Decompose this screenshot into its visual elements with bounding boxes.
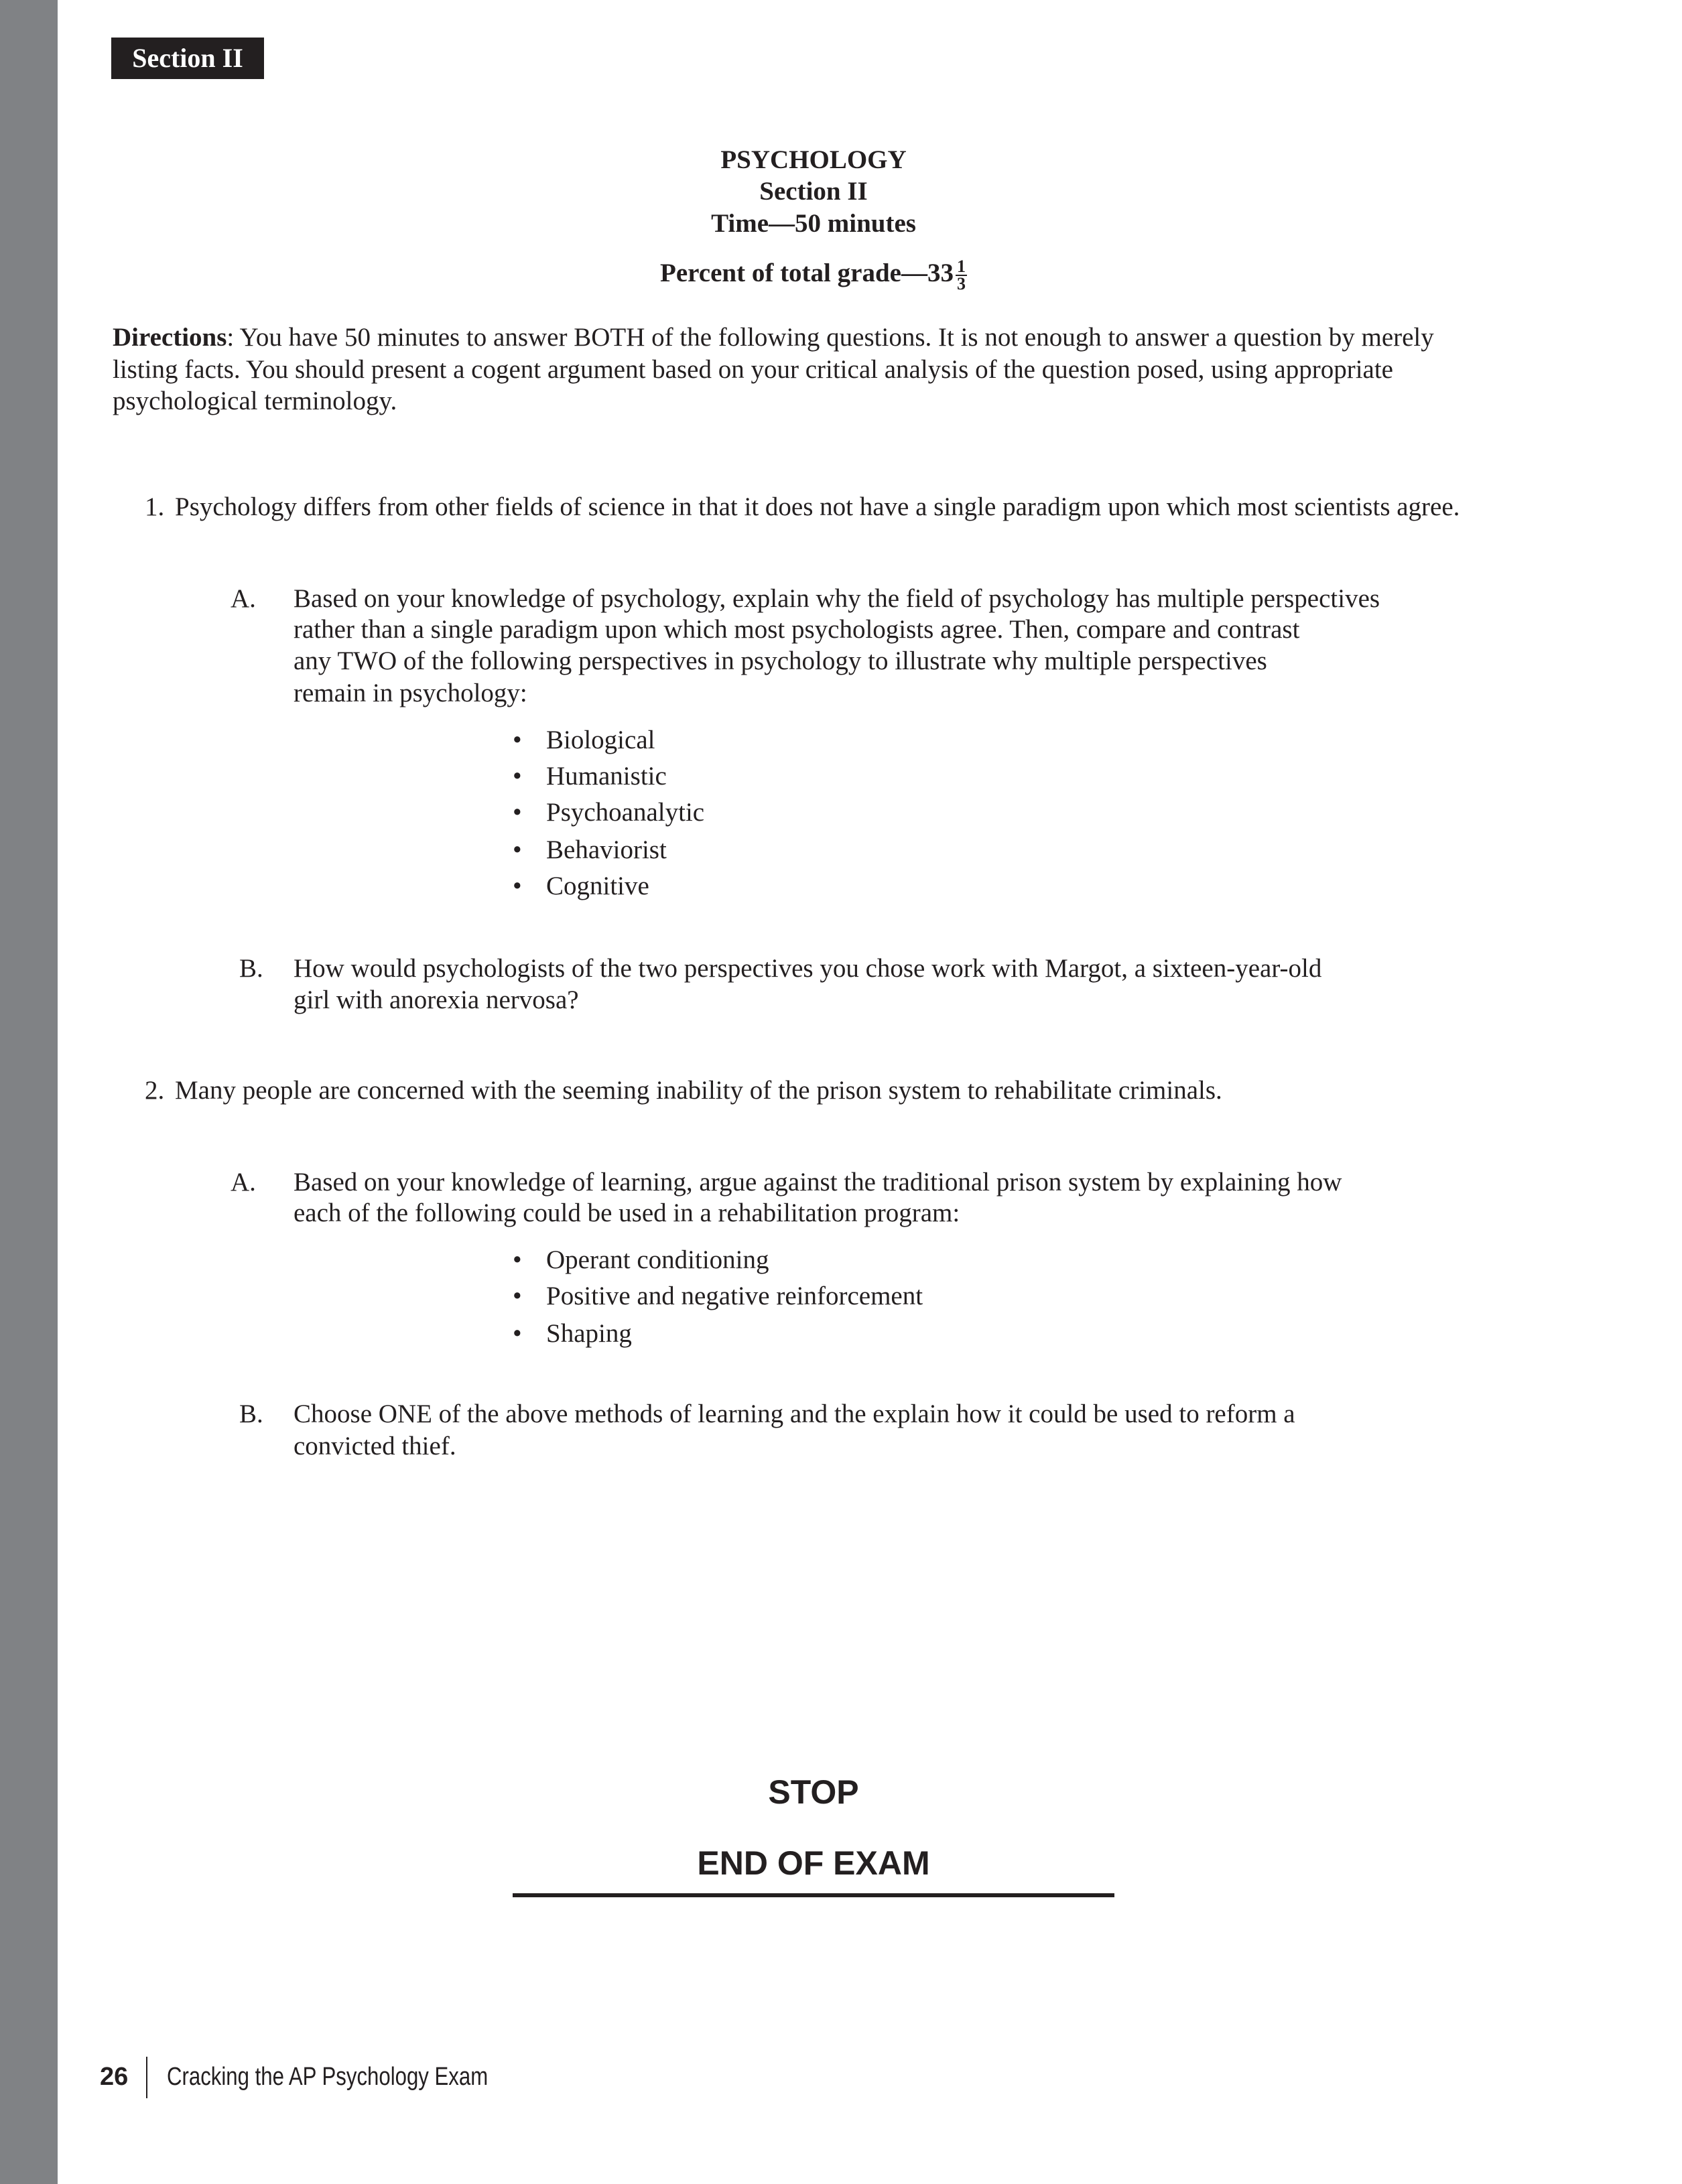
- footer-divider: [146, 2057, 147, 2098]
- fraction-numerator: 1: [956, 257, 966, 277]
- question-number: 1.: [145, 492, 165, 521]
- bullet-icon: •: [513, 835, 522, 864]
- bullet-icon: •: [513, 762, 522, 791]
- time-limit: Time—50 minutes: [711, 209, 916, 238]
- directions-line: listing facts. You should present a cogent argument based on your critical analysis of the question posed, using appropriate: [113, 355, 1393, 384]
- bullet-item: Psychoanalytic: [546, 798, 705, 827]
- part-line: remain in psychology:: [294, 679, 527, 707]
- directions-line: psychological terminology.: [113, 387, 397, 415]
- bullet-icon: •: [513, 872, 522, 900]
- part-line: any TWO of the following perspectives in psychology to illustrate why multiple perspectives: [294, 646, 1267, 675]
- bullet-item: Behaviorist: [546, 835, 667, 864]
- bullet-icon: •: [513, 798, 522, 827]
- bullet-icon: •: [513, 1319, 522, 1348]
- bullet-item: Biological: [546, 726, 655, 754]
- part-label: B.: [239, 1400, 263, 1428]
- bullet-item: Operant conditioning: [546, 1245, 769, 1274]
- part-line: Based on your knowledge of psychology, explain why the field of psychology has multiple perspectives: [294, 584, 1380, 613]
- bullet-icon: •: [513, 1245, 522, 1274]
- bullet-item: Shaping: [546, 1319, 632, 1348]
- stop-heading: STOP: [768, 1773, 859, 1811]
- page-number: 26: [100, 2063, 129, 2091]
- part-label: A.: [231, 584, 256, 613]
- end-of-exam-heading: END OF EXAM: [697, 1844, 930, 1882]
- book-title: Cracking the AP Psychology Exam: [167, 2063, 489, 2091]
- part-line: each of the following could be used in a rehabilitation program:: [294, 1199, 960, 1227]
- part-line: convicted thief.: [294, 1432, 456, 1460]
- directions-text: : You have 50 minutes to answer BOTH of the following questions. It is not enough to answer a question by merely: [227, 323, 1434, 352]
- directions-label: Directions: [113, 323, 227, 352]
- part-line: Based on your knowledge of learning, argue against the traditional prison system by explaining how: [294, 1168, 1342, 1197]
- part-line: girl with anorexia nervosa?: [294, 985, 579, 1014]
- bullet-icon: •: [513, 726, 522, 754]
- part-label: A.: [231, 1168, 256, 1197]
- question-text: Psychology differs from other fields of science in that it does not have a single paradigm upon which most scientists agree.: [175, 492, 1460, 521]
- section-title: Section II: [759, 177, 868, 206]
- part-line: rather than a single paradigm upon which most psychologists agree. Then, compare and contrast: [294, 615, 1300, 644]
- exam-subject-title: PSYCHOLOGY: [720, 145, 907, 174]
- percent-of-grade: [0, 253, 1627, 293]
- part-label: B.: [239, 954, 263, 983]
- question-text: Many people are concerned with the seeming inability of the prison system to rehabilitate criminals.: [175, 1076, 1222, 1105]
- section-tag: Section II: [111, 38, 264, 79]
- directions-line: [113, 322, 1434, 354]
- question-number: 2.: [145, 1076, 165, 1105]
- fraction: [956, 259, 967, 292]
- bullet-item: Positive and negative reinforcement: [546, 1282, 923, 1310]
- end-rule-divider: [513, 1893, 1114, 1897]
- part-line: How would psychologists of the two perspectives you chose work with Margot, a sixteen-year-old: [294, 954, 1322, 983]
- bullet-item: Humanistic: [546, 762, 667, 791]
- bullet-icon: •: [513, 1282, 522, 1310]
- percent-label: Percent of total grade—33: [660, 259, 954, 287]
- bullet-item: Cognitive: [546, 872, 649, 900]
- part-line: Choose ONE of the above methods of learning and the explain how it could be used to reform a: [294, 1400, 1295, 1428]
- fraction-denominator: 3: [956, 274, 966, 294]
